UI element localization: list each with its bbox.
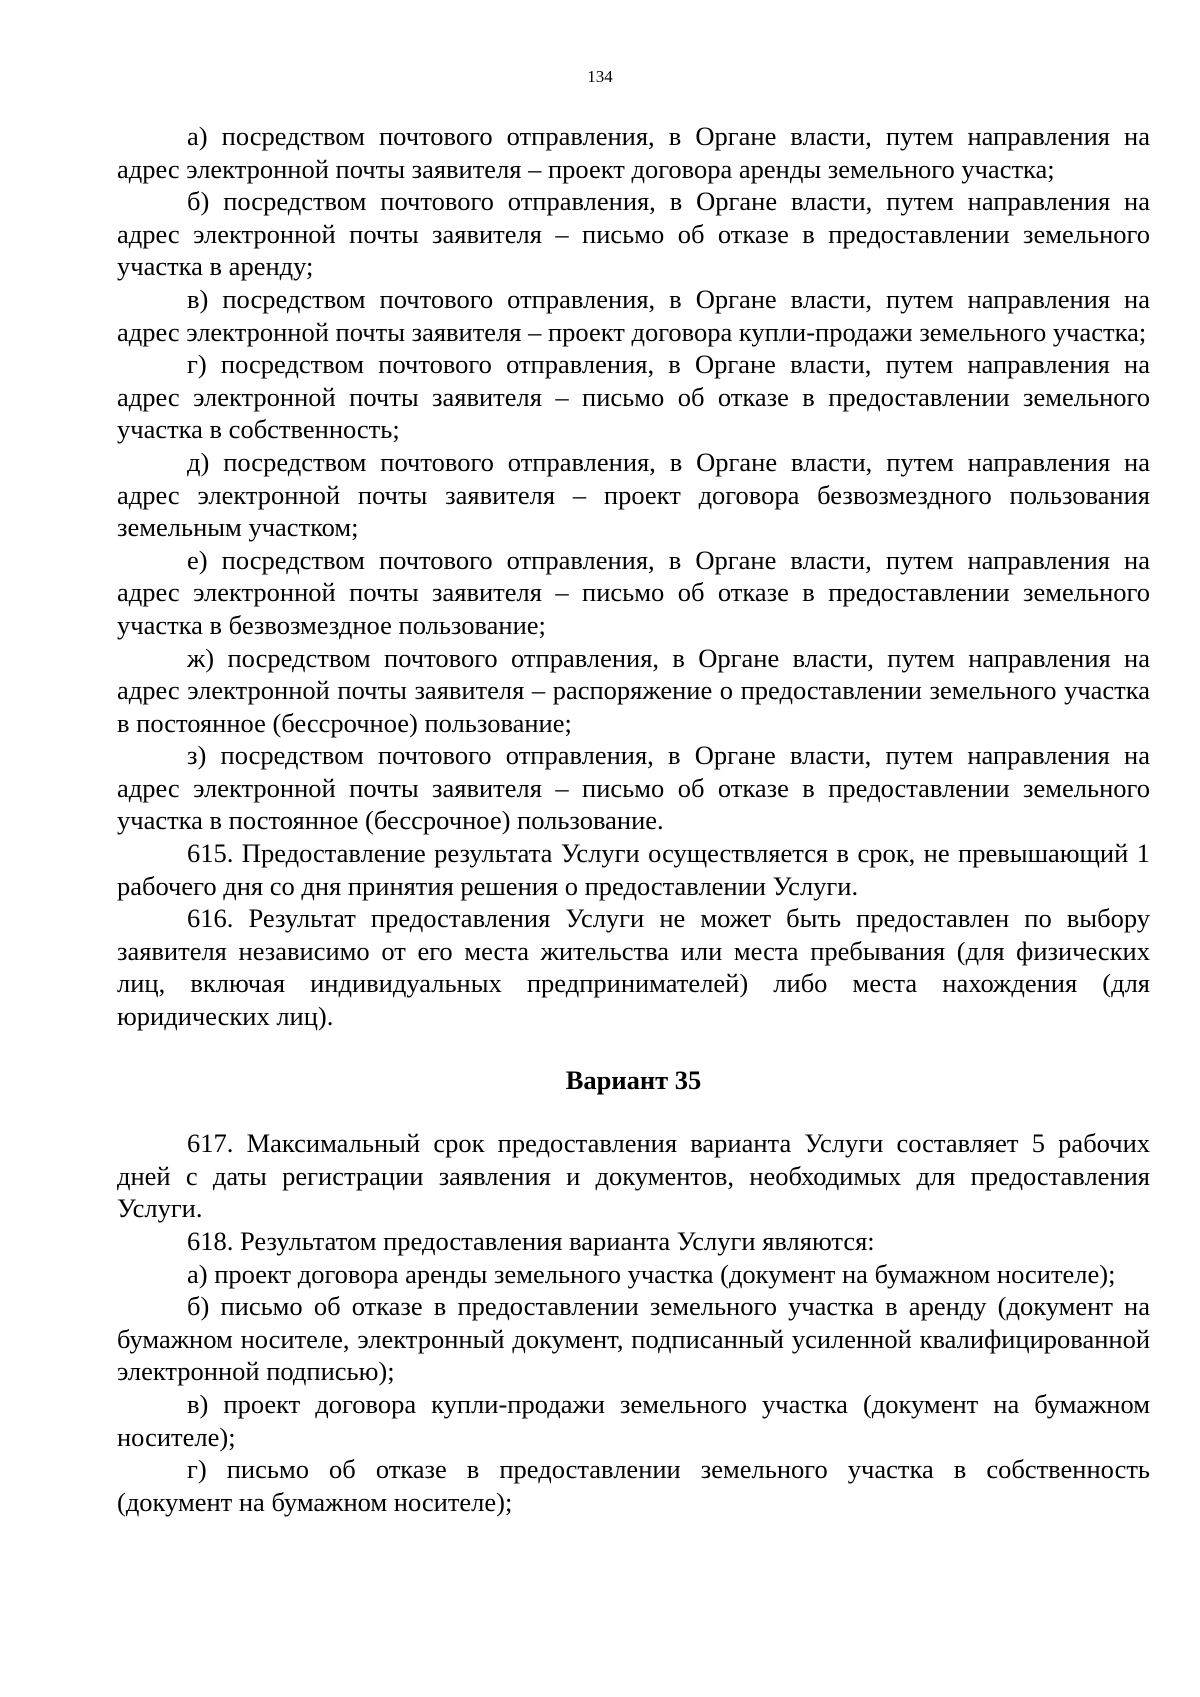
- section-heading-wrap: [117, 1033, 1150, 1128]
- paragraph-616: 616. Результат предоставления Услуги не может быть предоставлен по выбору заявителя независимо от его места жительства или места пребывания (для физических лиц, включая индивидуальных предпринимателей) либо места нахождения (для юридических лиц).: [117, 903, 1150, 1032]
- result-item-v: в) проект договора купли-продажи земельного участка (документ на бумажном носителе);: [117, 1388, 1150, 1452]
- paragraph-z-permanent-use-refusal: з) посредством почтового отправления, в Органе власти, путем направления на адрес электронной почты заявителя – письмо об отказе в предоставлении земельного участка в постоянное (бессрочное) пользование.: [117, 740, 1150, 836]
- paragraph-d-free-use-contract: д) посредством почтового отправления, в Органе власти, путем направления на адрес электронной почты заявителя – проект договора безвозмездного пользования земельным участком;: [117, 446, 1150, 543]
- paragraph-a-rent-contract: а) посредством почтового отправления, в Органе власти, путем направления на адрес электронной почты заявителя – проект договора аренды земельного участка;: [117, 121, 1150, 184]
- paragraph-615: 615. Предоставление результата Услуги осуществляется в срок, не превышающий 1 рабочего дня со дня принятия решения о предоставлении Услуги.: [117, 838, 1150, 901]
- paragraph-b-rent-refusal: б) посредством почтового отправления, в Органе власти, путем направления на адрес электронной почты заявителя – письмо об отказе в предоставлении земельного участка в аренду;: [117, 186, 1150, 282]
- result-item-b: б) письмо об отказе в предоставлении земельного участка в аренду (документ на бумажном носителе, электронный документ, подписанный усиленной квалифицированной электронной подписью);: [117, 1291, 1150, 1387]
- paragraph-617: 617. Максимальный срок предоставления варианта Услуги составляет 5 рабочих дней с даты регистрации заявления и документов, необходимых для предоставления Услуги.: [117, 1128, 1150, 1224]
- result-item-a: а) проект договора аренды земельного участка (документ на бумажном носителе);: [187, 1258, 1116, 1289]
- paragraph-v-sale-contract: в) посредством почтового отправления, в Органе власти, путем направления на адрес электронной почты заявителя – проект договора купли-продажи земельного участка;: [117, 283, 1150, 347]
- document-body: [117, 120, 1150, 1518]
- paragraph-g-ownership-refusal: г) посредством почтового отправления, в Органе власти, путем направления на адрес электронной почты заявителя – письмо об отказе в предоставлении земельного участка в собственность;: [117, 349, 1150, 445]
- result-item-g: г) письмо об отказе в предоставлении земельного участка в собственность (документ на бумажном носителе);: [117, 1454, 1150, 1517]
- page-number: 134: [587, 67, 613, 86]
- paragraph-zh-permanent-use-order: ж) посредством почтового отправления, в Органе власти, путем направления на адрес электронной почты заявителя – распоряжение о предоставлении земельного участка в постоянное (бессрочное) пользование;: [117, 642, 1150, 738]
- paragraph-e-free-use-refusal: е) посредством почтового отправления, в Органе власти, путем направления на адрес электронной почты заявителя – письмо об отказе в предоставлении земельного участка в безвозмездное пользование;: [117, 544, 1150, 640]
- paragraph-618: 618. Результатом предоставления варианта Услуги являются:: [187, 1226, 875, 1256]
- section-heading: Вариант 35: [565, 1064, 702, 1095]
